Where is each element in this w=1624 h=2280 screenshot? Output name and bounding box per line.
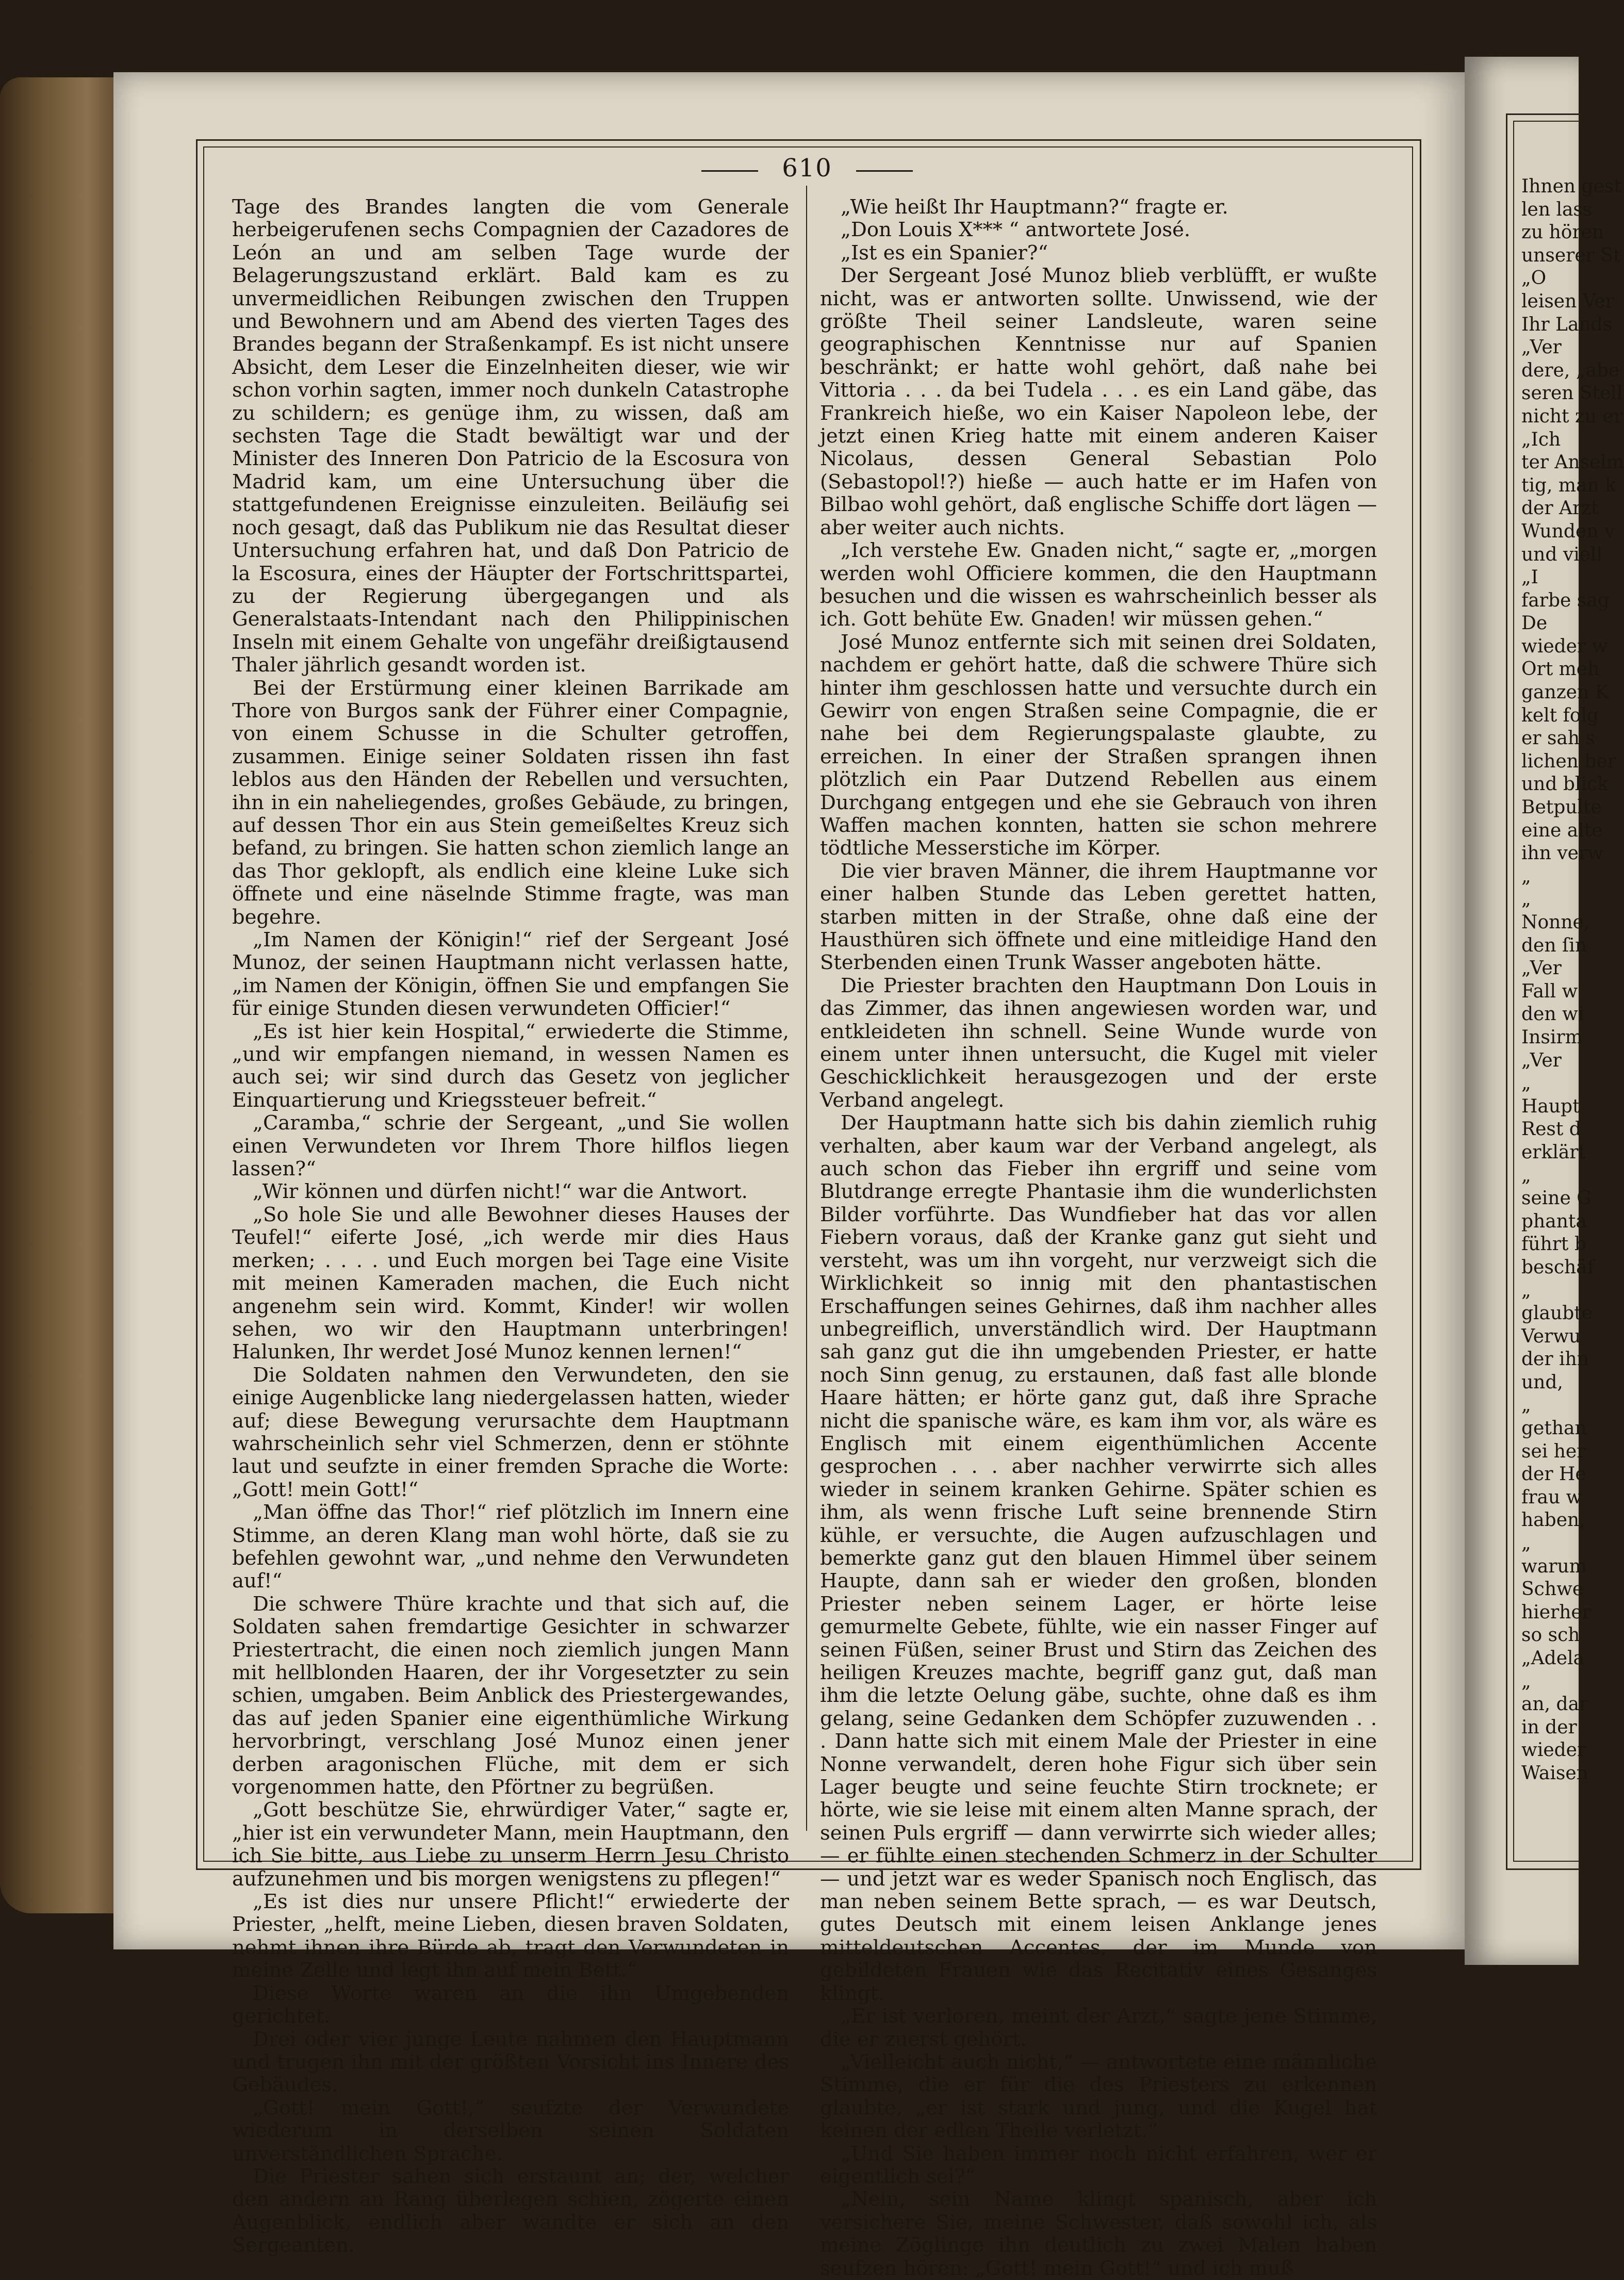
facing-page-line: Rest d: [1521, 1119, 1581, 1140]
facing-page-line: „Ver: [1521, 337, 1562, 358]
facing-page-line: „Ver: [1521, 1049, 1562, 1071]
facing-page-line: De: [1521, 613, 1548, 634]
facing-page-line: seine G: [1521, 1188, 1592, 1209]
facing-page-line: ganzen K: [1521, 682, 1609, 703]
facing-page-line: „: [1521, 1395, 1531, 1416]
facing-page-line: „Ich: [1521, 429, 1561, 450]
facing-page-line: lichen ber: [1521, 750, 1616, 772]
facing-page-line: Nonne,: [1521, 912, 1590, 933]
paragraph: „So hole Sie und alle Bewohner dieses Hauses der Teufel!“ eiferte José, „ich werde mir dies Haus merken; . . . . und Euch morgen bei Tage eine Visite mit meinen Kameraden machen, die Euch nicht angenehm sein wird. Kommt, Kinder! wir wollen sehen, wo wir den Hauptmann unterbringen! Halunken, Ihr werdet José Munoz kennen lernen!“: [232, 1203, 789, 1364]
facing-page-line: zu hören: [1521, 222, 1604, 243]
facing-page-line: haben,: [1521, 1510, 1585, 1531]
facing-page-line: kelt folg: [1521, 704, 1599, 726]
facing-page-line: hierher: [1521, 1601, 1591, 1623]
facing-page-line: an, dar: [1521, 1694, 1588, 1715]
facing-page-line: Wunden v: [1521, 520, 1615, 542]
facing-page-line: len lass: [1521, 199, 1593, 220]
facing-page-line: Waisen: [1521, 1762, 1588, 1784]
facing-page-line: glaubte: [1521, 1303, 1593, 1324]
facing-page-line: der He: [1521, 1464, 1586, 1485]
paragraph: Die Priester sahen sich erstaunt an; der, welcher den andern an Rang überlegen schien, zögerte einen Augenblick, endlich aber wandte er sich an den Sergeanten.: [232, 2164, 789, 2257]
paragraph: „Und Sie haben immer noch nicht erfahren, wer er eigentlich sei?“: [820, 2142, 1377, 2188]
facing-page-line: „: [1521, 1280, 1531, 1301]
facing-page-line: dere, „abe: [1521, 359, 1620, 381]
page-number-rule-left: [701, 170, 758, 172]
facing-page-line: „Ver: [1521, 958, 1562, 979]
paragraph: Die vier braven Männer, die ihrem Hauptmanne vor einer halben Stunde das Leben gerettet hatten, starben mitten in der Straße, ohne daß eine der Hausthüren sich öffnete und eine mitleidige Hand den Sterbenden einen Trunk Wasser angeboten hätte.: [820, 859, 1377, 975]
paragraph: „Man öffne das Thor!“ rief plötzlich im Innern eine Stimme, an deren Klang man wohl hörte, daß sie zu befehlen gewohnt war, „und nehme den Verwundeten auf!“: [232, 1501, 789, 1593]
paragraph: Tage des Brandes langten die vom Generale herbeigerufenen sechs Compagnien der Cazadores de León an und am selben Tage wurde der Belagerungszustand erklärt. Bald kam es zu unvermeidlichen Reibungen zwischen den Truppen und Bewohnern und am Abend des vierten Tages des Brandes begann der Straßenkampf. Es ist nicht unsere Absicht, dem Leser die Einzelnheiten dieser, wie wir schon vorhin sagten, immer noch dunkeln Catastrophe zu schildern; es genüge ihm, zu wissen, daß am sechsten Tage die Stadt bewältigt war und der Minister des Inneren Don Patricio de la Escosura von Madrid kam, um eine Untersuchung über die stattgefundenen Ereignisse einzuleiten. Beiläufig sei noch gesagt, daß das Publikum nie das Resultat dieser Untersuchung erfahren hat, und daß Don Patricio de la Escosura, eines der Häupter der Fortschrittspartei, zu der Regierung übergegangen und als Generalstaats-Intendant nach den Philippinischen Inseln mit einem Gehalte von ungefähr dreißigtausend Thaler jährlich gesandt worden ist.: [232, 195, 789, 677]
facing-page-line: leisen Ver: [1521, 290, 1614, 312]
facing-page-line: Ort meh: [1521, 659, 1600, 680]
facing-page-line: wieder: [1521, 1740, 1586, 1761]
column-divider: [806, 186, 807, 1831]
facing-page-line: und viell: [1521, 544, 1603, 565]
facing-page-line: ter Anselm: [1521, 452, 1624, 473]
paragraph: Die Soldaten nahmen den Verwundeten, den sie einige Augenblicke lang niedergelassen hatten, wieder auf; diese Bewegung verursachte dem Hauptmann wahrscheinlich sehr viel Schmerzen, denn er stöhnte laut und seufzte in einer fremden Sprache die Worte: „Gott! mein Gott!“: [232, 1363, 789, 1501]
paragraph: Der Hauptmann hatte sich bis dahin ziemlich ruhig verhalten, aber kaum war der Verband angelegt, als auch schon das Fieber ihn ergriff und seine vom Blutdrange erregte Phantasie ihm die wunderlichsten Bilder vorführte. Das Wundfieber hat das vor allen Fiebern voraus, daß der Kranke ganz gut sieht und versteht, was um ihn vorgeht, nur verzweigt sich die Wirklichkeit so innig mit den phantastischen Erschaffungen seines Gehirnes, daß ihm nachher alles unbegreiflich, unverständlich wird. Der Hauptmann sah ganz gut die ihn umgebenden Priester, er hatte noch Sinn genug, zu erstaunen, daß fast alle blonde Haare hätten; er hörte ganz gut, daß ihre Sprache nicht die spanische wäre, es kam ihm vor, als wäre es Englisch mit einem eigenthümlichen Accente gesprochen . . . aber nachher verwirrte sich alles wieder in seinem kranken Gehirne. Später schien es ihm, als wenn frische Luft seine brennende Stirn kühle, er versuchte, die Augen aufzuschlagen und bemerkte ganz gut den blauen Himmel über seinem Haupte, dann sah er wieder den großen, blonden Priester neben seinem Lager, er hörte leise gemurmelte Gebete, fühlte, wie ein nasser Finger auf seinen Füßen, seiner Brust und Stirn das Zeichen des heiligen Kreuzes machte, begriff ganz gut, daß man ihm die letzte Oelung gäbe, suchte, ohne daß es ihm gelang, seine Gedanken dem Schöpfer zuzuwenden . . . Dann hatte sich mit einem Male der Priester in eine Nonne verwandelt, deren hohe Figur sich über sein Lager beugte und seine feuchte Stirn trocknete; er hörte, wie sie leise mit einem alten Manne sprach, der seinen Puls ergriff — dann verwirrte sich wieder alles; — er fühlte einen stechenden Schmerz in der Schulter — und jetzt war es weder Spanisch noch Englisch, das man neben seinem Bette sprach, — es war Deutsch, gutes Deutsch mit einem leisen Anklange jenes mitteldeutschen Accentes, der im Munde von gebildeten Frauen wie das Recitativ eines Gesanges klingt.: [820, 1111, 1377, 2005]
paragraph: Bei der Erstürmung einer kleinen Barrikade am Thore von Burgos sank der Führer einer Compagnie, von einem Schusse in die Schulter getroffen, zusammen. Einige seiner Soldaten rissen ihn fast leblos aus den Händen der Rebellen und versuchten, ihn in ein naheliegendes, großes Gebäude, zu bringen, auf dessen Thor ein aus Stein gemeißeltes Kreuz sich befand, zu bringen. Sie hatten schon ziemlich lange an das Thor geklopft, als endlich eine kleine Luke sich öffnete und eine näselnde Stimme fragte, was man begehre.: [232, 676, 789, 929]
paragraph: „Ich verstehe Ew. Gnaden nicht,“ sagte er, „morgen werden wohl Officiere kommen, die den Hauptmann besuchen und die wissen es wahrscheinlich besser als ich. Gott behüte Ew. Gnaden! wir müssen gehen.“: [820, 539, 1377, 631]
facing-page-line: tig, man k: [1521, 474, 1616, 496]
facing-page-line: der Arzt: [1521, 498, 1599, 519]
facing-page-line: Fall w: [1521, 980, 1578, 1002]
facing-page-line: den wi: [1521, 1004, 1584, 1025]
facing-page-line: „: [1521, 865, 1531, 887]
paragraph: „Wir können und dürfen nicht!“ war die Antwort.: [253, 1180, 748, 1204]
paragraph: Diese Worte waren an die ihn Umgebenden gerichtet.: [232, 1981, 789, 2028]
paragraph: „Ist es ein Spanier?“: [841, 241, 1048, 265]
paragraph: „Wie heißt Ihr Hauptmann?“ fragte er.: [841, 195, 1228, 219]
facing-page-line: „: [1521, 1164, 1531, 1186]
facing-page-line: in der: [1521, 1716, 1577, 1738]
facing-page-line: ihn verw: [1521, 843, 1603, 864]
facing-page-line: nicht zu er: [1521, 405, 1623, 427]
paragraph: „Vielleicht auch nicht,“ — antwortete eine männliche Stimme, die er für die des Priesters zu erkennen glaubte, „er ist stark und jung, und die Kugel hat keinen der edlen Theile verletzt.“: [820, 2050, 1377, 2143]
paragraph: „Nein, sein Name klingt spanisch, aber ich versichere Sie, meine Schwester, daß sowohl ich, als meine Zöglinge ihn deutlich zu zwei Malen haben seufzen hören: „Gott! mein Gott!“ und ich muß: [820, 2188, 1377, 2280]
facing-page-line: frau w: [1521, 1486, 1582, 1508]
right-column: [820, 196, 1377, 2280]
facing-page-line: „: [1521, 889, 1531, 910]
facing-page-line: „O: [1521, 268, 1547, 289]
facing-page-line: gethan: [1521, 1418, 1587, 1439]
page-number-rule-right: [856, 170, 913, 172]
facing-page-line: „Adela: [1521, 1648, 1584, 1669]
paragraph: „Don Louis X*** “ antwortete José.: [841, 218, 1191, 242]
facing-page-line: Haupt: [1521, 1095, 1580, 1117]
facing-page-line: Schwe: [1521, 1579, 1584, 1600]
facing-page-line: und blick: [1521, 774, 1609, 795]
facing-page-line: eine alte: [1521, 819, 1603, 841]
facing-page-line: führt b: [1521, 1234, 1586, 1255]
facing-page-line: wieder w: [1521, 635, 1608, 657]
facing-page-text: [1521, 175, 1624, 1785]
facing-page-line: so sch: [1521, 1625, 1580, 1646]
facing-page-line: Ihr Lands: [1521, 314, 1613, 335]
facing-page-line: Betpulte: [1521, 797, 1602, 818]
facing-page-line: farbe sag: [1521, 589, 1610, 611]
facing-page-line: Verwu: [1521, 1325, 1581, 1347]
paragraph: „Caramba,“ schrie der Sergeant, „und Sie wollen einen Verwundeten vor Ihrem Thore hilflos liegen lassen?“: [232, 1111, 789, 1181]
page-number: 610: [782, 154, 832, 183]
facing-page-line: Insirm: [1521, 1026, 1583, 1048]
book-edge: [0, 77, 124, 1913]
paragraph: Die Priester brachten den Hauptmann Don Louis in das Zimmer, das ihnen angewiesen worden war, und entkleideten ihn schnell. Seine Wunde wurde von einem unter ihnen untersucht, die Kugel mit vieler Geschicklichkeit herausgezogen und der erste Verband angelegt.: [820, 974, 1377, 1112]
facing-page-line: seren Stell: [1521, 383, 1623, 404]
facing-page-line: den ſin: [1521, 934, 1587, 956]
facing-page-line: der ihn: [1521, 1349, 1589, 1370]
facing-page-line: phanta: [1521, 1210, 1587, 1232]
paragraph: José Munoz entfernte sich mit seinen drei Soldaten, nachdem er gehört hatte, daß die schwere Thüre sich hinter ihm geschlossen hatte und versuchte durch ein Gewirr von engen Straßen seine Compagnie, die er nahe bei dem Regierungspalaste glaubte, zu erreichen. In einer der Straßen sprangen ihnen plötzlich ein Paar Dutzend Rebellen aus einem Durchgang entgegen und ehe sie Gebrauch von ihren Waffen machen konnten, hatten sie schon mehrere tödtliche Messerstiche im Körper.: [820, 630, 1377, 860]
facing-page-line: er sah s: [1521, 728, 1595, 749]
paragraph: „Im Namen der Königin!“ rief der Sergeant José Munoz, der seinen Hauptmann nicht verlassen hatte, „im Namen der Königin, öffnen Sie und empfangen Sie für einige Stunden diesen verwundeten Officier!“: [232, 928, 789, 1021]
paragraph: „Es ist hier kein Hospital,“ erwiederte die Stimme, „und wir empfangen niemand, in wessen Namen es auch sei; wir sind durch das Gesetz von jeglicher Einquartierung und Kriegssteuer befreit.“: [232, 1020, 789, 1112]
left-column: [232, 196, 789, 2257]
facing-page-line: warum: [1521, 1555, 1587, 1577]
facing-page-line: „I: [1521, 567, 1538, 588]
facing-page-line: „: [1521, 1073, 1531, 1094]
facing-page-line: erklärt: [1521, 1141, 1586, 1163]
paragraph: Die schwere Thüre krachte und that sich auf, die Soldaten sahen fremdartige Gesichter in schwarzer Priestertracht, die einen noch ziemlich jungen Mann mit hellblonden Haaren, der ihr Vorgesetzter zu sein schien, umgaben. Beim Anblick des Priestergewandes, das auf jeden Spanier eine eigenthümliche Wirkung hervorbringt, verschlang José Munoz einen jener derben aragonischen Flüche, mit dem er sich vorgenommen hatte, den Pförtner zu begrüßen.: [232, 1592, 789, 1799]
facing-page-line: „: [1521, 1670, 1531, 1692]
facing-page-line: und,: [1521, 1371, 1563, 1393]
paragraph: „Gott! mein Gott!,“ seufzte der Verwundete wiederum in derselben seinen Soldaten unverständlichen Sprache.: [232, 2096, 789, 2166]
facing-page-line: sei her: [1521, 1440, 1586, 1462]
paragraph: Drei oder vier junge Leute nahmen den Hauptmann und trugen ihn mit der größten Vorsicht ins Innere des Gebäudes.: [232, 2027, 789, 2097]
facing-page-line: Ihnen gest: [1521, 176, 1621, 197]
paragraph: Der Sergeant José Munoz blieb verblüfft, er wußte nicht, was er antworten sollte. Unwissend, wie der größte Theil seiner Landsleute, waren seine geographischen Kenntnisse nur auf Spanien beschränkt; er hatte wohl gehört, daß nahe bei Vittoria . . . da bei Tudela . . . es ein Land gäbe, das Frankreich hieße, wo ein Kaiser Napoleon lebe, der jetzt einen Krieg hatte mit einem anderen Kaiser Nicolaus, dessen General Sebastian Polo (Sebastopol!?) hieße — auch hatte er im Hafen von Bilbao wohl gehört, daß englische Schiffe dort lägen — aber weiter auch nichts.: [820, 264, 1377, 539]
facing-page-line: „: [1521, 1533, 1531, 1554]
facing-page-line: beschäf: [1521, 1256, 1594, 1278]
paragraph: „Er ist verloren, meint der Arzt,“ sagte jene Stimme, die er zuerst gehört.: [820, 2005, 1377, 2051]
paragraph: „Gott beschütze Sie, ehrwürdiger Vater,“ sagte er, „hier ist ein verwundeter Mann, mein Hauptmann, den ich Sie bitte, aus Liebe zu unserm Herrn Jesu Christo aufzunehmen und bis morgen wenigstens zu pflegen!“: [232, 1798, 789, 1891]
facing-page-line: unserer St: [1521, 244, 1621, 266]
paragraph: „Es ist dies nur unsere Pflicht!“ erwiederte der Priester, „helft, meine Lieben, diesen braven Soldaten, nehmt ihnen ihre Bürde ab, tragt den Verwundeten in meine Zelle und legt ihn auf mein Bett.“: [232, 1890, 789, 1982]
